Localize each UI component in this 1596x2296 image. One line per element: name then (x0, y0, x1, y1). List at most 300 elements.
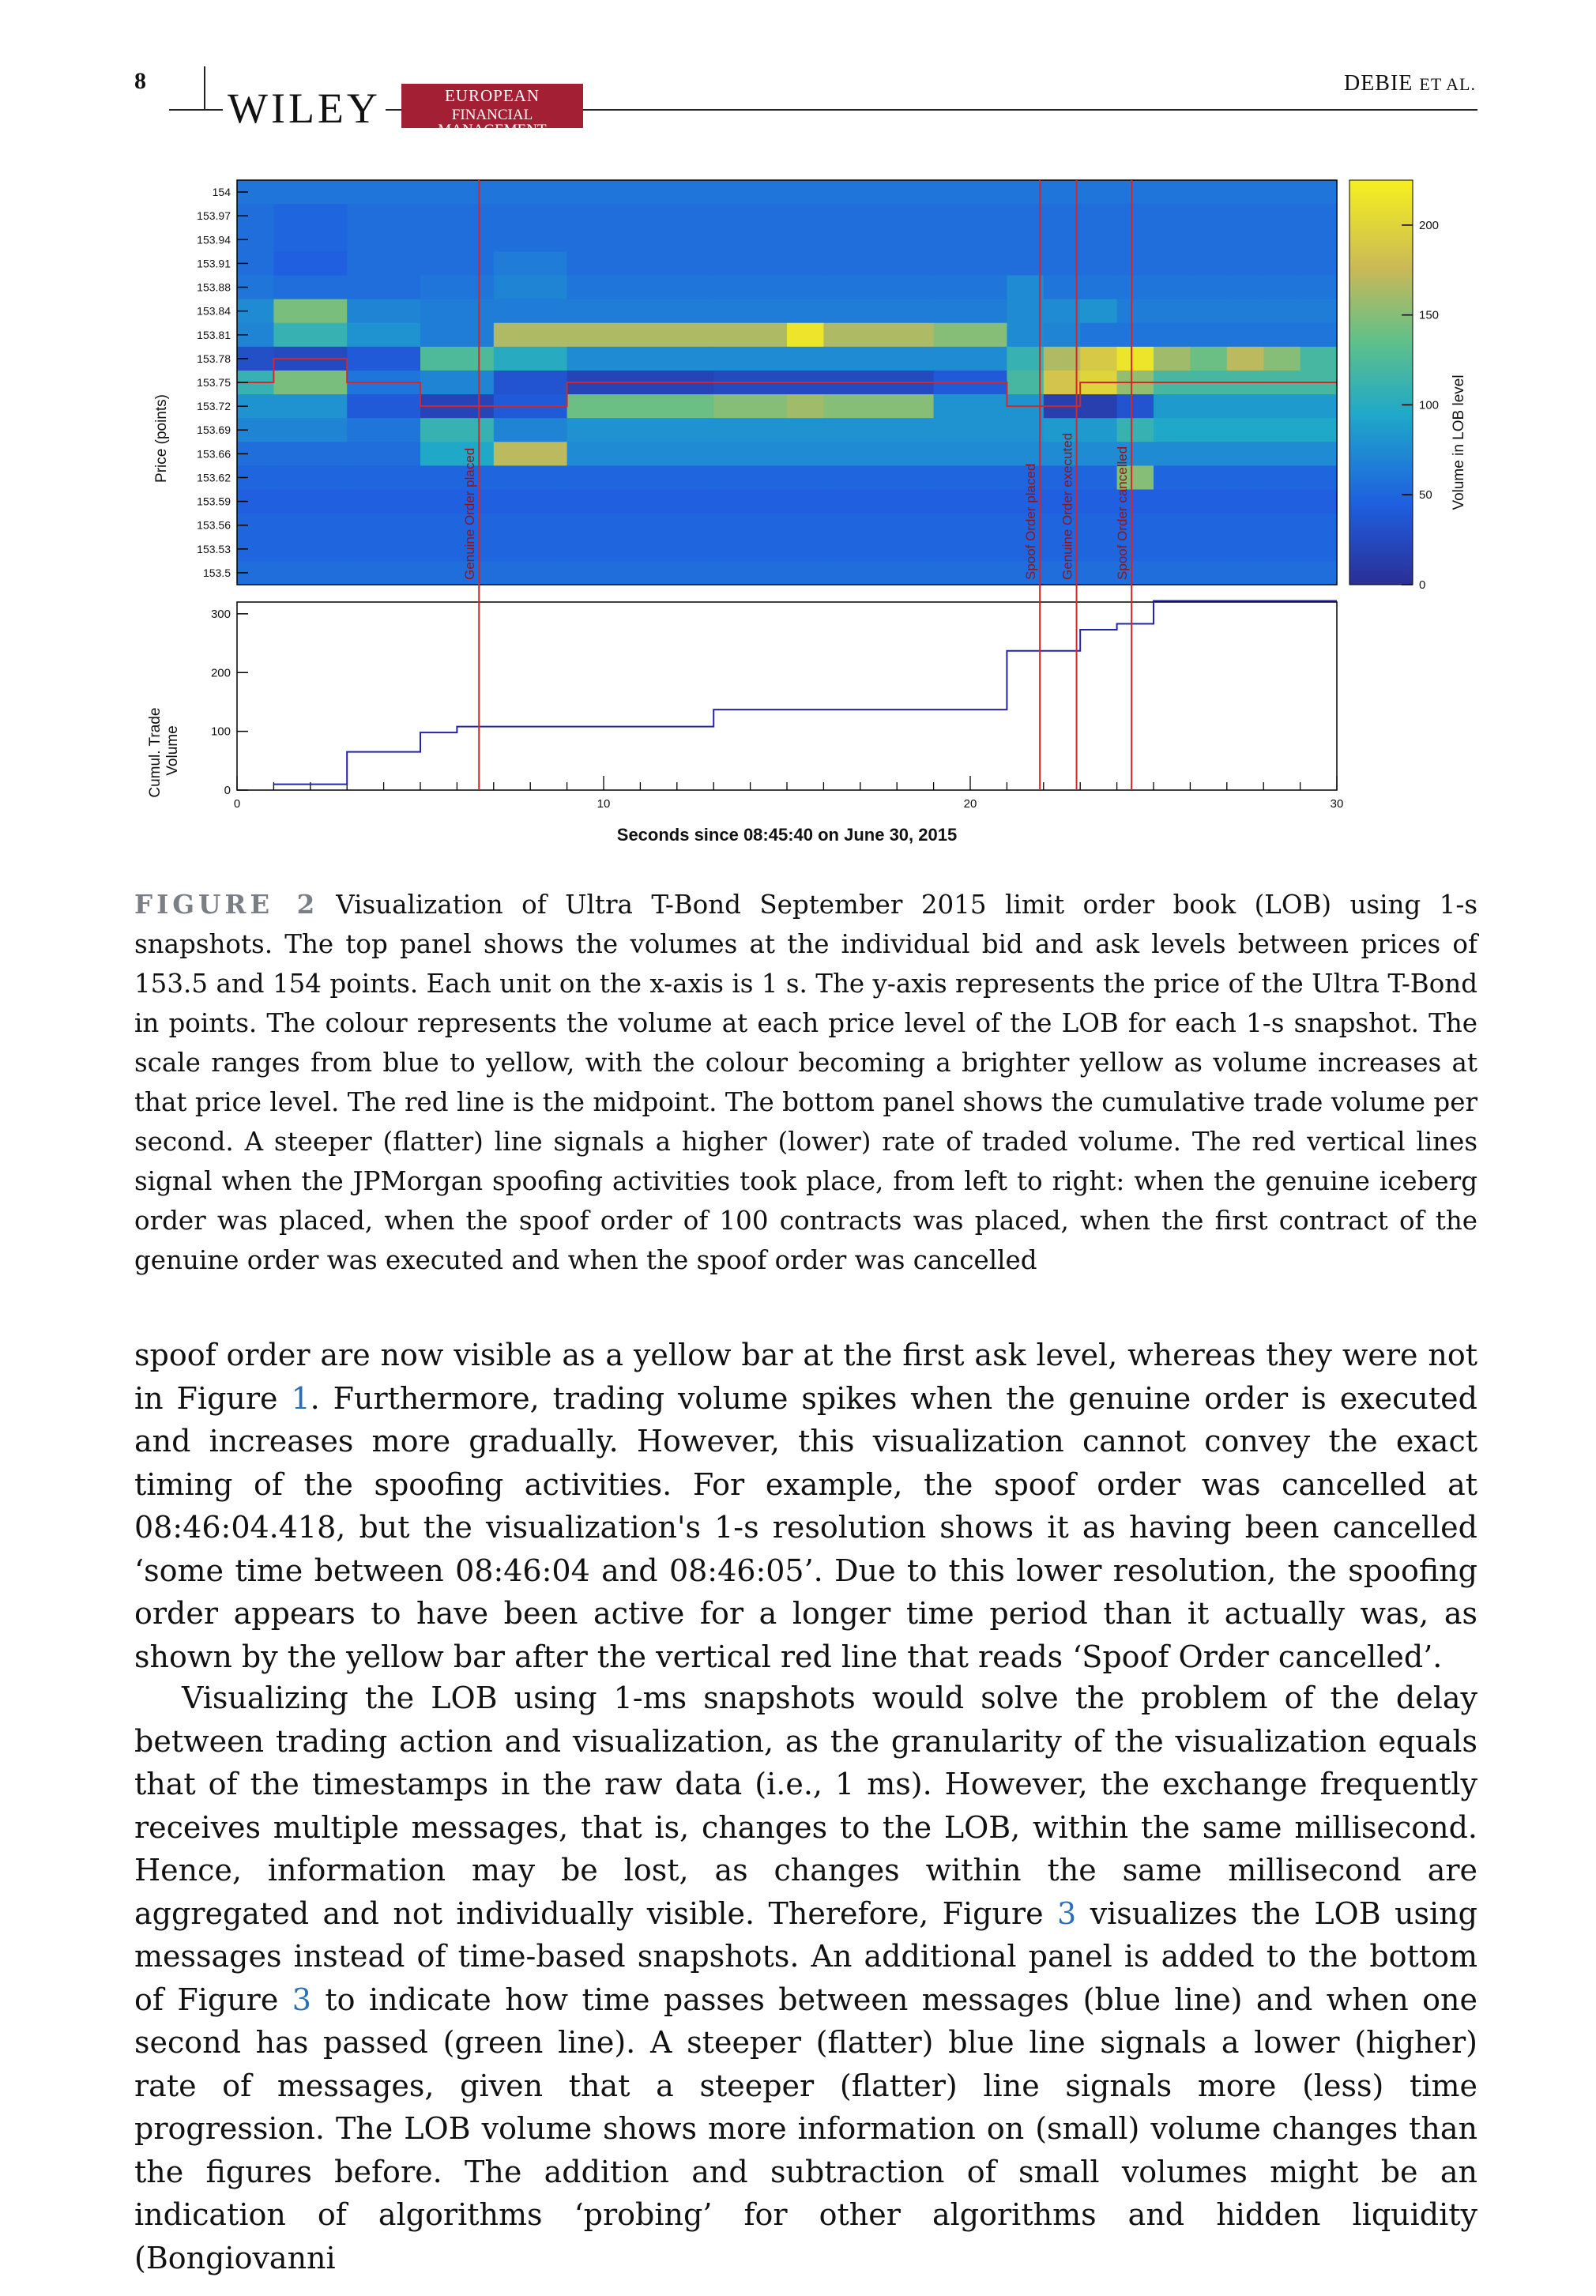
y-tick-label: 153.81 (197, 328, 231, 341)
heatmap-cell (1263, 251, 1301, 276)
heatmap-cell (420, 537, 494, 562)
heatmap-cell (1117, 299, 1154, 324)
heatmap-cell (934, 537, 1007, 562)
event-label: Spoof Order placed (1023, 463, 1039, 580)
heatmap-cell (494, 537, 567, 562)
heatmap-cell (1080, 275, 1117, 299)
figure-reference-link[interactable]: 3 (1057, 1895, 1077, 1931)
heatmap-cell (1080, 251, 1117, 276)
heatmap-cell (567, 465, 714, 490)
heatmap-cell (1263, 418, 1301, 442)
heatmap-cell (1044, 180, 1081, 205)
heatmap-cell (273, 204, 347, 228)
y-tick-label: 153.75 (197, 376, 231, 389)
heatmap-cell (934, 275, 1007, 299)
heatmap-cell (1263, 228, 1301, 252)
heatmap-cell (1263, 299, 1301, 324)
heatmap-cell (934, 180, 1007, 205)
heatmap-cell (1263, 490, 1301, 514)
heatmap-cell (273, 490, 347, 514)
heatmap-cell (713, 299, 787, 324)
volume-frame (237, 602, 1337, 790)
body-paragraph-1 (134, 1334, 1477, 1678)
figure-reference-link[interactable]: 1 (291, 1380, 311, 1416)
heatmap-cell (420, 442, 494, 466)
heatmap-cell (494, 251, 567, 276)
heatmap-cell (1227, 442, 1264, 466)
heatmap-cell (420, 204, 494, 228)
heatmap-cell (1044, 204, 1081, 228)
heatmap-cell (1227, 299, 1264, 324)
heatmap-cell (494, 204, 567, 228)
volume-y-tick-label: 100 (210, 725, 231, 739)
heatmap-cell (713, 204, 787, 228)
heatmap-cell (1301, 537, 1338, 562)
heatmap-cell (787, 347, 824, 371)
paragraph-text: . Furthermore, trading volume spikes when the genuine order is executed and increases more gradually. However, this visualization cannot convey the exact timing of the spoofing activities. For example, the spoof order was cancelled at 08:46:04.418, but the visualization's 1-s resolution shows it as having been cancelled ‘some time between 08:46:04 and 08:46:05’. Due to this lower resolution, the spoofing order appears to have been active for a longer time period than it actually was, as shown by the yellow bar after the vertical red line that reads ‘Spoof Order cancelled’. (134, 1380, 1477, 1674)
heatmap-cell (1154, 299, 1191, 324)
heatmap-cell (1117, 251, 1154, 276)
heatmap-cell (1154, 180, 1191, 205)
y-tick-label: 153.94 (197, 233, 231, 247)
heatmap-cell (1044, 371, 1081, 395)
heatmap-cell (1190, 394, 1227, 419)
heatmap-cell (1117, 275, 1154, 299)
y-tick-label: 153.72 (197, 400, 231, 413)
heatmap-cell (347, 275, 420, 299)
heatmap-cell (1263, 561, 1301, 585)
heatmap-cell (1154, 561, 1191, 585)
heatmap-cell (713, 180, 787, 205)
volume-x-tick-label: 0 (233, 797, 241, 811)
heatmap-cell (934, 465, 1007, 490)
heatmap-cell (1190, 442, 1227, 466)
volume-y-axis-label-line-1: Cumul. Trade (147, 707, 164, 798)
heatmap-cell (1044, 228, 1081, 252)
heatmap-cell (823, 394, 934, 419)
heatmap-cell (934, 514, 1007, 538)
heatmap-cell (1227, 275, 1264, 299)
journal-badge-line-2: FINANCIAL MANAGEMENT (438, 107, 547, 138)
heatmap-cell (1227, 465, 1264, 490)
trade-volume-panel (211, 601, 1343, 811)
heatmap-cell (1044, 299, 1081, 324)
heatmap-cell (347, 514, 420, 538)
heatmap-cell (273, 537, 347, 562)
heatmap-cell (1080, 442, 1117, 466)
heatmap-cell (347, 180, 420, 205)
heatmap-cell (1190, 323, 1227, 348)
heatmap-cell (1080, 514, 1117, 538)
heatmap-cell (273, 371, 347, 395)
heatmap-cell (823, 275, 934, 299)
heatmap-cell (347, 394, 420, 419)
heatmap-cell (787, 323, 824, 348)
heatmap-cell (494, 347, 567, 371)
heatmap-cell (420, 561, 494, 585)
heatmap-cell (1301, 228, 1338, 252)
heatmap-cell (273, 561, 347, 585)
heatmap-cell (787, 394, 824, 419)
heatmap-cell (273, 514, 347, 538)
heatmap-cell (787, 251, 824, 276)
heatmap-cell (273, 180, 347, 205)
heatmap-cell (494, 514, 567, 538)
colorbar-tick-label: 150 (1419, 308, 1440, 322)
heatmap-cell (1263, 323, 1301, 348)
heatmap-cell (1227, 561, 1264, 585)
heatmap-cell (1044, 275, 1081, 299)
heatmap-cell (494, 323, 567, 348)
heatmap-cell (1080, 418, 1117, 442)
heatmap-cell (713, 561, 787, 585)
heatmap-cell (1154, 394, 1191, 419)
heatmap-cell (1154, 442, 1191, 466)
heatmap-cell (1190, 465, 1227, 490)
heatmap-cell (1263, 394, 1301, 419)
heatmap-cell (347, 228, 420, 252)
heatmap-cell (823, 228, 934, 252)
heatmap-cell (1117, 323, 1154, 348)
heatmap-cell (567, 418, 714, 442)
colorbar (1349, 180, 1439, 592)
heatmap-cell (273, 323, 347, 348)
heatmap-cell (494, 228, 567, 252)
heatmap-cell (567, 228, 714, 252)
heatmap-cell (567, 347, 714, 371)
heatmap-cell (420, 251, 494, 276)
heatmap-cell (787, 299, 824, 324)
heatmap-cell (567, 394, 714, 419)
heatmap-cell (1301, 561, 1338, 585)
y-tick-label: 153.91 (197, 257, 231, 270)
heatmap-cell (1227, 347, 1264, 371)
heatmap-cell (494, 465, 567, 490)
y-tick-label: 153.97 (197, 209, 231, 223)
heatmap-cell (494, 442, 567, 466)
heatmap-cell (787, 204, 824, 228)
heatmap-cell (1007, 418, 1044, 442)
figure-2 (142, 166, 1477, 856)
volume-y-tick-label: 0 (224, 784, 231, 797)
heatmap-cell (1190, 180, 1227, 205)
heatmap-cell (420, 299, 494, 324)
heatmap-cell (420, 275, 494, 299)
heatmap-cell (1190, 514, 1227, 538)
y-tick-label: 153.62 (197, 471, 231, 484)
volume-y-axis-label-line-2: Volume (164, 725, 181, 776)
heatmap-cell (420, 347, 494, 371)
figure-label: FIGURE 2 (134, 889, 319, 920)
heatmap-cell (1190, 251, 1227, 276)
heatmap-cell (1227, 418, 1264, 442)
author-suffix: ET AL. (1419, 74, 1476, 94)
heatmap-cell (273, 228, 347, 252)
heatmap-cell (1263, 442, 1301, 466)
heatmap-cell (713, 514, 787, 538)
heatmap-cell (787, 228, 824, 252)
heatmap-cell (1263, 275, 1301, 299)
y-tick-label: 153.56 (197, 518, 231, 532)
heatmap-cell (1301, 347, 1338, 371)
y-tick-label: 153.88 (197, 280, 231, 294)
lob-chart (142, 166, 1477, 853)
heatmap-cell (1117, 204, 1154, 228)
heatmap-cell (1117, 347, 1154, 371)
paragraph-text: Visualizing the LOB using 1-ms snapshots would solve the problem of the delay between trading action and visualization, as the granularity of the visualization equals that of the timestamps in the raw data (i.e., 1 ms). However, the exchange frequently receives multiple messages, that is, changes to the LOB, within the same millisecond. Hence, information may be lost, as changes within the same millisecond are aggregated and not individually visible. Therefore, Figure (134, 1681, 1477, 1931)
heatmap-cell (1154, 204, 1191, 228)
page-number: 8 (134, 68, 146, 94)
heatmap-cell (1227, 251, 1264, 276)
heatmap-cell (494, 299, 567, 324)
heatmap-cell (1154, 418, 1191, 442)
heatmap-cell (567, 561, 714, 585)
heatmap-cell (567, 251, 714, 276)
heatmap-cell (347, 561, 420, 585)
heatmap-cell (567, 275, 714, 299)
paragraph-text: to indicate how time passes between messages (blue line) and when one second has passed (green line). A steeper (flatter) blue line signals a lower (higher) rate of messages, given that a steeper (flatter) line signals more (less) time progression. The LOB volume shows more information on (small) volume changes than the figures before. The addition and subtraction of small volumes might be an indication of algorithms ‘probing’ for other algorithms and hidden liquidity (Bongiovanni (134, 1982, 1477, 2275)
y-tick-label: 153.84 (197, 304, 231, 318)
heatmap-cell (1007, 228, 1044, 252)
paragraph-text: spoof order are now visible as a yellow bar at the first ask level, whereas they were not in Figure (134, 1338, 1477, 1416)
heatmap-cell (1117, 228, 1154, 252)
colorbar-tick-label: 0 (1419, 578, 1426, 592)
heatmap-cell (1263, 537, 1301, 562)
colorbar-tick-label: 50 (1419, 488, 1432, 502)
wiley-logo: WILEY (223, 84, 386, 133)
heatmap-cell (934, 251, 1007, 276)
heatmap-cell (787, 561, 824, 585)
heatmap-cell (1190, 204, 1227, 228)
heatmap-cell (1080, 561, 1117, 585)
heatmap-cell (713, 347, 787, 371)
heatmap-cell (1080, 537, 1117, 562)
x-axis-label: Seconds since 08:45:40 on June 30, 2015 (616, 825, 958, 845)
heatmap-cell (823, 204, 934, 228)
heatmap-cell (494, 561, 567, 585)
event-label: Genuine Order executed (1060, 432, 1075, 580)
heatmap-cell (1080, 228, 1117, 252)
heatmap-cell (823, 299, 934, 324)
heatmap-cell (823, 561, 934, 585)
heatmap-cell (420, 371, 494, 395)
heatmap-cell (934, 561, 1007, 585)
heatmap-cell (713, 537, 787, 562)
heatmap-cell (1080, 394, 1117, 419)
heatmap-cell (1263, 465, 1301, 490)
heatmap-cell (1117, 394, 1154, 419)
heatmap-cell (1154, 537, 1191, 562)
y-tick-label: 154 (212, 186, 231, 199)
y-tick-label: 153.78 (197, 352, 231, 365)
heatmap-cell (787, 418, 824, 442)
heatmap-cell (1007, 251, 1044, 276)
heatmap-cell (347, 442, 420, 466)
heatmap-cell (823, 465, 934, 490)
heatmap-cell (420, 514, 494, 538)
heatmap-cell (1154, 514, 1191, 538)
heatmap-cell (1301, 514, 1338, 538)
heatmap-cell (1007, 347, 1044, 371)
heatmap-cell (1190, 561, 1227, 585)
heatmap-cell (1190, 228, 1227, 252)
y-tick-label: 153.59 (197, 495, 231, 508)
heatmap-cell (1117, 418, 1154, 442)
heatmap-cell (273, 442, 347, 466)
heatmap-cell (1301, 465, 1338, 490)
running-authors (1344, 71, 1476, 96)
heatmap-cell (1154, 465, 1191, 490)
y-tick-label: 153.66 (197, 447, 231, 461)
heatmap-cell (1227, 394, 1264, 419)
heatmap-cell (1301, 251, 1338, 276)
heatmap-cell (1080, 323, 1117, 348)
event-label: Spoof Order cancelled (1115, 446, 1131, 580)
heatmap-cell (1227, 490, 1264, 514)
y-tick-label: 153.53 (197, 542, 231, 555)
colorbar-label: Volume in LOB level (1451, 375, 1467, 510)
heatmap-cell (347, 347, 420, 371)
caption-text: Visualization of Ultra T-Bond September 2015 limit order book (LOB) using 1-s snapshots. The top panel shows the volumes at the individual bid and ask levels between prices of 153.5 and 154 points. Each unit on the x-axis is 1 s. The y-axis represents the price of the Ultra T-Bond in points. The colour represents the volume at each price level of the LOB for each 1-s snapshot. The scale ranges from blue to yellow, with the colour becoming a brighter yellow as volume increases at that price level. The red line is the midpoint. The bottom panel shows the cumulative trade volume per second. A steeper (flatter) line signals a higher (lower) rate of traded volume. The red vertical lines signal when the JPMorgan spoofing activities took place, from left to right: when the genuine iceberg order was placed, when the spoof order of 100 contracts was placed, when the first contract of the genuine order was executed and when the spoof order was cancelled (134, 890, 1477, 1275)
heatmap-cell (1227, 537, 1264, 562)
heatmap-cell (823, 323, 934, 348)
heatmap-cell (420, 418, 494, 442)
heatmap-cell (1044, 323, 1081, 348)
heatmap-cell (787, 180, 824, 205)
heatmap-cell (1190, 490, 1227, 514)
body-paragraph-2 (134, 1677, 1477, 2279)
heatmap-cell (713, 442, 787, 466)
heatmap-cell (787, 537, 824, 562)
heatmap-cell (1301, 418, 1338, 442)
event-label: Genuine Order placed (462, 447, 478, 580)
heatmap-cell (347, 251, 420, 276)
heatmap-cell (713, 275, 787, 299)
heatmap-cell (1190, 299, 1227, 324)
heatmap-cell (1190, 347, 1227, 371)
heatmap-cell (567, 180, 714, 205)
heatmap-cell (1044, 251, 1081, 276)
heatmap-cell (567, 442, 714, 466)
heatmap-cell (1080, 204, 1117, 228)
heatmap-cell (1044, 347, 1081, 371)
heatmap-cell (1227, 514, 1264, 538)
heatmap-cell (934, 299, 1007, 324)
colorbar-tick-label: 100 (1419, 398, 1440, 412)
heatmap-cell (1190, 418, 1227, 442)
heatmap-cell (1007, 371, 1044, 395)
heatmap-cell (1301, 442, 1338, 466)
heatmap-cell (1007, 204, 1044, 228)
heatmap-cell (823, 537, 934, 562)
heatmap-cell (1007, 180, 1044, 205)
author-name: DEBIE (1343, 71, 1413, 96)
heatmap-cell (567, 490, 714, 514)
heatmap-cell (1007, 275, 1044, 299)
heatmap-cell (713, 465, 787, 490)
heatmap-cell (273, 394, 347, 419)
heatmap-cell (1154, 323, 1191, 348)
heatmap-cell (1301, 204, 1338, 228)
heatmap-cell (1117, 180, 1154, 205)
volume-y-tick-label: 200 (210, 666, 231, 680)
heatmap-cell (787, 442, 824, 466)
heatmap-cell (1080, 465, 1117, 490)
heatmap-cell (567, 514, 714, 538)
heatmap-cell (934, 204, 1007, 228)
heatmap-cell (494, 275, 567, 299)
heatmap-cell (420, 323, 494, 348)
heatmap-cell (1080, 299, 1117, 324)
heatmap-cell (567, 204, 714, 228)
heatmap-cell (1301, 180, 1338, 205)
heatmap-cell (823, 514, 934, 538)
heatmap-cell (1263, 514, 1301, 538)
heatmap-cell (1154, 490, 1191, 514)
heatmap-cell (823, 347, 934, 371)
heatmap-cell (420, 465, 494, 490)
heatmap-cell (934, 490, 1007, 514)
heatmap-cell (1263, 204, 1301, 228)
header-divider (204, 66, 205, 111)
heatmap-cell (347, 490, 420, 514)
heatmap-cell (934, 442, 1007, 466)
heatmap-cell (1190, 537, 1227, 562)
heatmap-cell (1301, 394, 1338, 419)
heatmap-cell (347, 537, 420, 562)
heatmap-cell (823, 442, 934, 466)
heatmap-cell (1227, 204, 1264, 228)
heatmap-cell (823, 251, 934, 276)
heatmap-cell (273, 418, 347, 442)
heatmap-cell (494, 490, 567, 514)
heatmap-cell (1301, 275, 1338, 299)
heatmap-cell (494, 418, 567, 442)
heatmap-cell (787, 514, 824, 538)
heatmap-cell (1227, 323, 1264, 348)
heatmap-cell (273, 251, 347, 276)
paragraph-text: visualizes the LOB using messages instead of time-based snapshots. An additional panel is added to the bottom of Figure (134, 1895, 1477, 2017)
heatmap-cell (823, 418, 934, 442)
volume-y-axis-label (147, 703, 181, 797)
heatmap-cell (1007, 323, 1044, 348)
heatmap-cell (1227, 180, 1264, 205)
heatmap-cell (494, 180, 567, 205)
y-tick-label: 153.5 (202, 566, 231, 579)
figure-reference-link[interactable]: 3 (292, 1982, 311, 2017)
heatmap-cell (713, 418, 787, 442)
heatmap-cell (347, 323, 420, 348)
heatmap-y-axis-label: Price (points) (153, 394, 170, 483)
heatmap-cell (347, 299, 420, 324)
heatmap-cell (1190, 275, 1227, 299)
heatmap-cell (1007, 299, 1044, 324)
heatmap-cell (1080, 180, 1117, 205)
heatmap-cell (347, 418, 420, 442)
heatmap-cell (934, 323, 1007, 348)
figure-caption (134, 885, 1477, 1280)
heatmap-cell (347, 204, 420, 228)
heatmap-cell (1301, 323, 1338, 348)
heatmap-cell (787, 490, 824, 514)
heatmap-cell (1227, 228, 1264, 252)
heatmap-cell (823, 180, 934, 205)
heatmap-cell (273, 275, 347, 299)
volume-x-tick-label: 20 (963, 797, 977, 811)
heatmap-cell (823, 490, 934, 514)
colorbar-gradient (1349, 180, 1413, 585)
heatmap-cell (420, 228, 494, 252)
